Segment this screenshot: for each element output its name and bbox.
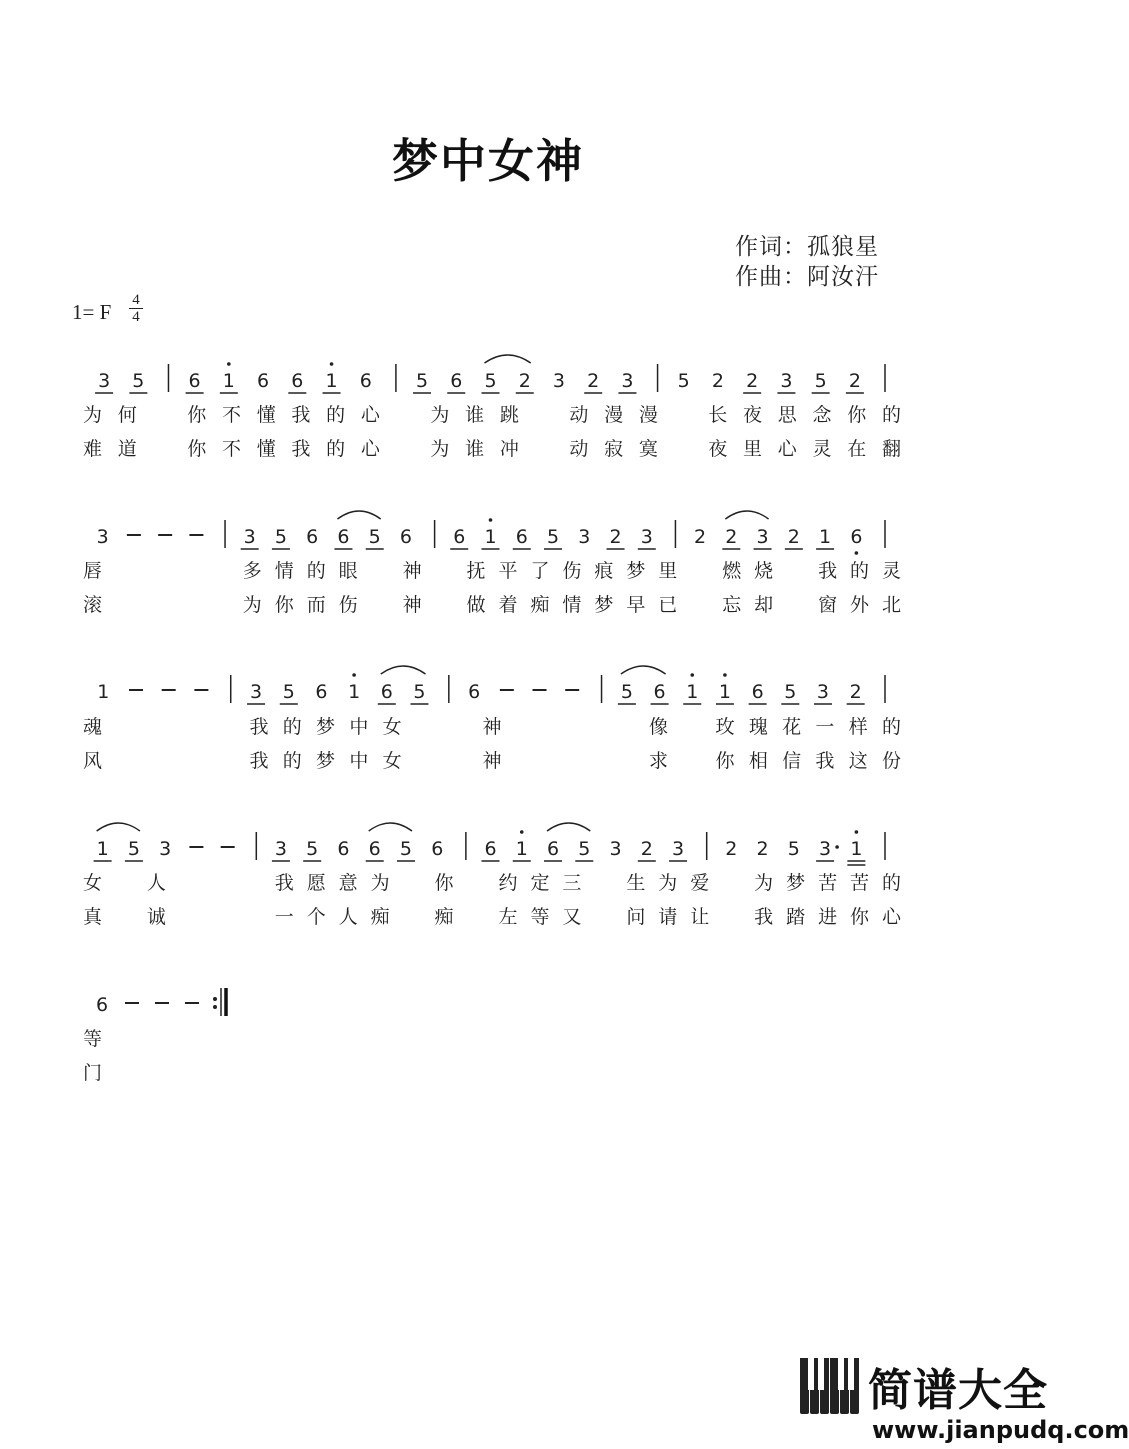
lyric-char: 门 xyxy=(83,1062,103,1084)
note: 3 xyxy=(250,681,263,703)
lyric-char: 神 xyxy=(402,560,422,582)
note: 2 xyxy=(725,526,738,548)
lyric-char: 的 xyxy=(882,404,902,426)
lyric-char: 平 xyxy=(498,560,518,582)
note: 2 xyxy=(694,526,707,548)
lyric-char: 却 xyxy=(754,594,774,616)
note: 2 xyxy=(756,838,769,860)
lyric-char: 梦 xyxy=(594,594,614,616)
repeat-dot xyxy=(213,997,217,1001)
note: 5 xyxy=(578,838,591,860)
lyric-char: 为 xyxy=(242,594,262,616)
octave-dot-high xyxy=(489,518,493,522)
lyric-char: 我 xyxy=(291,438,311,460)
lyric-char: 夜 xyxy=(743,404,763,426)
note: 6 xyxy=(188,370,201,392)
lyric-char: 三 xyxy=(562,872,582,894)
lyric-char: 我 xyxy=(818,560,838,582)
lyric-char: 的 xyxy=(882,872,902,894)
octave-dot-high xyxy=(855,830,859,834)
lyric-char: 冲 xyxy=(499,438,519,460)
lyric-char: 请 xyxy=(658,906,678,928)
time-sig-bottom: 4 xyxy=(132,309,140,325)
lyric-char: 思 xyxy=(777,404,797,426)
lyric-char: 谁 xyxy=(465,404,485,426)
lyric-char: 的 xyxy=(306,560,326,582)
lyric-char: 谁 xyxy=(465,438,485,460)
octave-dot-high xyxy=(520,830,524,834)
note: 6 xyxy=(431,838,444,860)
note: 6 xyxy=(291,370,304,392)
lyric-char: 动 xyxy=(569,438,589,460)
note: 2 xyxy=(711,370,724,392)
lyric-char: 中 xyxy=(349,716,369,738)
lyric-char: 了 xyxy=(530,560,550,582)
lyric-char: 让 xyxy=(690,906,710,928)
lyric-char: 诚 xyxy=(146,906,166,928)
augmentation-dot xyxy=(835,845,839,849)
lyric-char: 多 xyxy=(242,560,262,582)
lyric-char: 的 xyxy=(882,716,902,738)
note: 2 xyxy=(725,838,738,860)
lyric-char: 你 xyxy=(715,750,735,772)
note: 3 xyxy=(552,370,566,392)
lyric-char: 的 xyxy=(326,404,346,426)
lyric-char: 又 xyxy=(562,906,582,928)
note: 3 xyxy=(756,526,769,548)
slur xyxy=(485,355,531,363)
note: 2 xyxy=(518,370,531,392)
lyric-char: 求 xyxy=(648,750,668,772)
slur xyxy=(369,823,412,831)
note: 5 xyxy=(368,526,381,548)
lyric-char: 心 xyxy=(360,438,380,460)
lyric-char: 心 xyxy=(882,906,902,928)
note: 3 xyxy=(816,681,830,703)
lyric-char: 情 xyxy=(562,594,582,616)
lyric-char: 神 xyxy=(402,594,422,616)
lyric-char: 我 xyxy=(249,750,269,772)
slur xyxy=(97,823,140,831)
lyric-char: 真 xyxy=(83,906,103,928)
lyric-char: 跳 xyxy=(499,404,519,426)
lyric-char: 你 xyxy=(274,594,294,616)
time-sig-top: 4 xyxy=(132,292,140,308)
note: 6 xyxy=(359,370,372,392)
lyric-char: 我 xyxy=(815,750,835,772)
note: 2 xyxy=(587,370,600,392)
note: 1 xyxy=(222,370,235,392)
note: 1 xyxy=(850,838,863,860)
lyric-char: 灵 xyxy=(812,438,832,460)
lyric-char: 我 xyxy=(291,404,311,426)
note: 5 xyxy=(415,370,429,392)
note: 3 xyxy=(621,370,634,392)
lyric-char: 着 xyxy=(498,594,518,616)
note: 3 xyxy=(159,838,172,860)
note: 3 xyxy=(609,838,622,860)
lyric-char: 伤 xyxy=(338,594,358,616)
note: 2 xyxy=(609,526,622,548)
lyric-char: 份 xyxy=(882,750,902,772)
lyric-char: 梦 xyxy=(316,750,336,772)
lyric-char: 神 xyxy=(482,750,502,772)
lyric-char: 一 xyxy=(274,906,294,928)
note: 3 xyxy=(672,838,685,860)
lyric-char: 定 xyxy=(530,872,550,894)
lyric-char: 窗 xyxy=(818,594,838,616)
lyric-char: 瑰 xyxy=(748,716,768,738)
lyric-char: 等 xyxy=(530,906,550,928)
note: 2 xyxy=(787,526,800,548)
note: 1 xyxy=(96,838,109,860)
lyric-char: 相 xyxy=(748,750,768,772)
lyric-char: 灵 xyxy=(882,560,902,582)
lyric-char: 个 xyxy=(306,906,326,928)
note: 5 xyxy=(546,526,560,548)
lyric-char: 中 xyxy=(349,750,369,772)
note: 6 xyxy=(450,370,463,392)
lyric-char: 情 xyxy=(274,560,294,582)
note: 6 xyxy=(399,526,413,548)
lyric-char: 念 xyxy=(812,404,832,426)
lyric-char: 花 xyxy=(782,716,802,738)
slur xyxy=(381,666,426,674)
lyric-char: 早 xyxy=(626,594,646,616)
lyric-char: 你 xyxy=(850,906,870,928)
lyric-char: 难 xyxy=(83,438,103,460)
lyric-char: 人 xyxy=(146,872,166,894)
lyric-char: 为 xyxy=(83,404,103,426)
lyric-char: 的 xyxy=(326,438,346,460)
note: 6 xyxy=(337,526,350,548)
note: 5 xyxy=(274,526,287,548)
lyric-char: 问 xyxy=(626,906,646,928)
note: 5 xyxy=(127,838,140,860)
lyric-char: 为 xyxy=(370,872,390,894)
note: 3 xyxy=(578,526,591,548)
lyric-char: 外 xyxy=(850,594,870,616)
lyric-char: 寞 xyxy=(638,438,658,460)
note: 6 xyxy=(468,681,481,703)
lyric-char: 漫 xyxy=(604,404,624,426)
octave-dot-high xyxy=(352,673,356,677)
lyric-char: 为 xyxy=(658,872,678,894)
note: 5 xyxy=(282,681,295,703)
lyric-char: 约 xyxy=(498,872,518,894)
lyric-char: 女 xyxy=(382,750,402,772)
note: 3 xyxy=(98,370,111,392)
lyric-char: 左 xyxy=(498,906,518,928)
note: 3 xyxy=(274,838,287,860)
note: 6 xyxy=(515,526,528,548)
lyric-char: 里 xyxy=(743,438,763,460)
note: 3 xyxy=(96,526,109,548)
lyric-char: 不 xyxy=(221,404,241,426)
note: 2 xyxy=(640,838,653,860)
lyric-char: 漫 xyxy=(638,404,658,426)
lyric-char: 梦 xyxy=(786,872,806,894)
note: 5 xyxy=(132,370,145,392)
note: 6 xyxy=(453,526,466,548)
note: 6 xyxy=(257,370,270,392)
lyric-char: 我 xyxy=(274,872,294,894)
piano-icon xyxy=(800,1358,862,1414)
lyric-char: 抚 xyxy=(466,560,486,582)
lyric-char: 愿 xyxy=(306,872,326,894)
lyric-char: 夜 xyxy=(708,438,728,460)
lyric-char: 燃 xyxy=(722,560,742,582)
octave-dot-high xyxy=(690,673,694,677)
note: 5 xyxy=(784,681,797,703)
octave-dot-high xyxy=(330,362,334,366)
note: 6 xyxy=(306,526,319,548)
lyric-char: 的 xyxy=(282,716,302,738)
lyric-char: 为 xyxy=(430,438,450,460)
lyric-char: 的 xyxy=(850,560,870,582)
lyric-char: 懂 xyxy=(256,404,276,426)
note: 5 xyxy=(620,681,633,703)
lyricist-credit: 作词：孤狼星 xyxy=(735,234,879,260)
note: 5 xyxy=(484,370,497,392)
note: 6 xyxy=(546,838,560,860)
note: 1 xyxy=(325,370,338,392)
lyric-char: 你 xyxy=(847,404,867,426)
lyric-char: 翻 xyxy=(882,438,902,460)
note: 3 xyxy=(780,370,793,392)
lyric-char: 你 xyxy=(434,872,454,894)
note: 5 xyxy=(787,838,800,860)
lyric-char: 风 xyxy=(83,750,103,772)
lyric-char: 不 xyxy=(221,438,241,460)
lyric-char: 北 xyxy=(882,594,902,616)
lyric-char: 玫 xyxy=(715,716,735,738)
lyric-char: 而 xyxy=(306,594,326,616)
lyric-char: 爱 xyxy=(690,872,710,894)
lyric-char: 里 xyxy=(658,560,678,582)
lyric-char: 苦 xyxy=(818,872,838,894)
lyric-char: 痴 xyxy=(434,906,454,928)
lyric-char: 痴 xyxy=(530,594,550,616)
lyric-char: 女 xyxy=(83,872,103,894)
lyric-char: 已 xyxy=(658,594,678,616)
lyric-char: 等 xyxy=(83,1028,103,1050)
note: 6 xyxy=(368,838,381,860)
lyric-char: 意 xyxy=(338,872,358,894)
key-signature: 1= F xyxy=(72,300,112,324)
note: 6 xyxy=(337,838,350,860)
lyric-char: 进 xyxy=(818,906,838,928)
note: 6 xyxy=(850,526,863,548)
note: 6 xyxy=(484,838,497,860)
note: 5 xyxy=(677,370,690,392)
note: 5 xyxy=(814,370,827,392)
lyric-char: 寂 xyxy=(604,438,624,460)
note: 6 xyxy=(95,994,109,1016)
lyric-char: 眼 xyxy=(338,560,358,582)
lyric-char: 一 xyxy=(815,716,835,738)
lyric-char: 心 xyxy=(360,404,380,426)
note: 6 xyxy=(380,681,393,703)
lyric-char: 长 xyxy=(708,404,728,426)
lyric-char: 何 xyxy=(117,404,137,426)
lyric-char: 在 xyxy=(847,438,867,460)
lyric-char: 为 xyxy=(754,872,774,894)
note: 2 xyxy=(849,681,862,703)
lyric-char: 这 xyxy=(848,750,868,772)
lyric-char: 生 xyxy=(626,872,646,894)
lyric-char: 伤 xyxy=(562,560,582,582)
note: 1 xyxy=(718,681,731,703)
lyric-char: 魂 xyxy=(83,716,103,738)
lyric-char: 梦 xyxy=(626,560,646,582)
note: 3 xyxy=(819,838,832,860)
lyric-char: 唇 xyxy=(83,560,103,582)
lyric-char: 做 xyxy=(466,594,486,616)
slur xyxy=(725,511,768,519)
lyric-char: 心 xyxy=(777,438,797,460)
lyric-char: 滚 xyxy=(83,594,103,616)
lyric-char: 的 xyxy=(282,750,302,772)
note: 5 xyxy=(306,838,319,860)
lyric-char: 样 xyxy=(848,716,868,738)
lyric-char: 烧 xyxy=(754,560,774,582)
slur xyxy=(621,666,666,674)
lyric-char: 我 xyxy=(249,716,269,738)
lyric-char: 像 xyxy=(648,716,668,738)
composer-credit: 作曲：阿汝汗 xyxy=(735,264,879,290)
lyric-char: 为 xyxy=(430,404,450,426)
lyric-char: 神 xyxy=(482,716,502,738)
lyric-char: 女 xyxy=(382,716,402,738)
slur xyxy=(337,511,380,519)
note: 6 xyxy=(751,681,764,703)
slur xyxy=(547,823,590,831)
lyric-char: 信 xyxy=(782,750,802,772)
logo-url: www.jianpudq.com xyxy=(872,1416,1129,1444)
octave-dot-high xyxy=(723,673,727,677)
lyric-char: 道 xyxy=(117,438,137,460)
lyric-char: 懂 xyxy=(256,438,276,460)
note: 1 xyxy=(686,681,699,703)
lyric-char: 痴 xyxy=(370,906,390,928)
note: 5 xyxy=(413,681,426,703)
note: 2 xyxy=(848,370,861,392)
lyric-char: 踏 xyxy=(786,906,806,928)
site-logo xyxy=(800,1356,1129,1446)
lyric-char: 动 xyxy=(569,404,589,426)
octave-dot-low xyxy=(855,551,859,555)
note: 2 xyxy=(746,370,759,392)
lyric-char: 我 xyxy=(754,906,774,928)
note: 1 xyxy=(97,681,110,703)
note: 1 xyxy=(819,526,832,548)
note: 5 xyxy=(399,838,413,860)
lyric-char: 忘 xyxy=(722,594,742,616)
note: 1 xyxy=(515,838,528,860)
note: 1 xyxy=(348,681,361,703)
lyric-char: 苦 xyxy=(850,872,870,894)
note: 3 xyxy=(640,526,653,548)
note: 6 xyxy=(653,681,666,703)
lyric-char: 痕 xyxy=(594,560,614,582)
octave-dot-high xyxy=(227,362,231,366)
repeat-dot xyxy=(213,1005,217,1009)
song-title: 梦中女神 xyxy=(392,134,584,188)
note: 1 xyxy=(484,526,497,548)
note: 3 xyxy=(243,526,256,548)
lyric-char: 你 xyxy=(187,404,207,426)
lyric-char: 你 xyxy=(187,438,207,460)
lyric-char: 梦 xyxy=(316,716,336,738)
note: 6 xyxy=(315,681,328,703)
logo-name: 简谱大全 xyxy=(868,1365,1048,1416)
lyric-char: 人 xyxy=(338,906,358,928)
